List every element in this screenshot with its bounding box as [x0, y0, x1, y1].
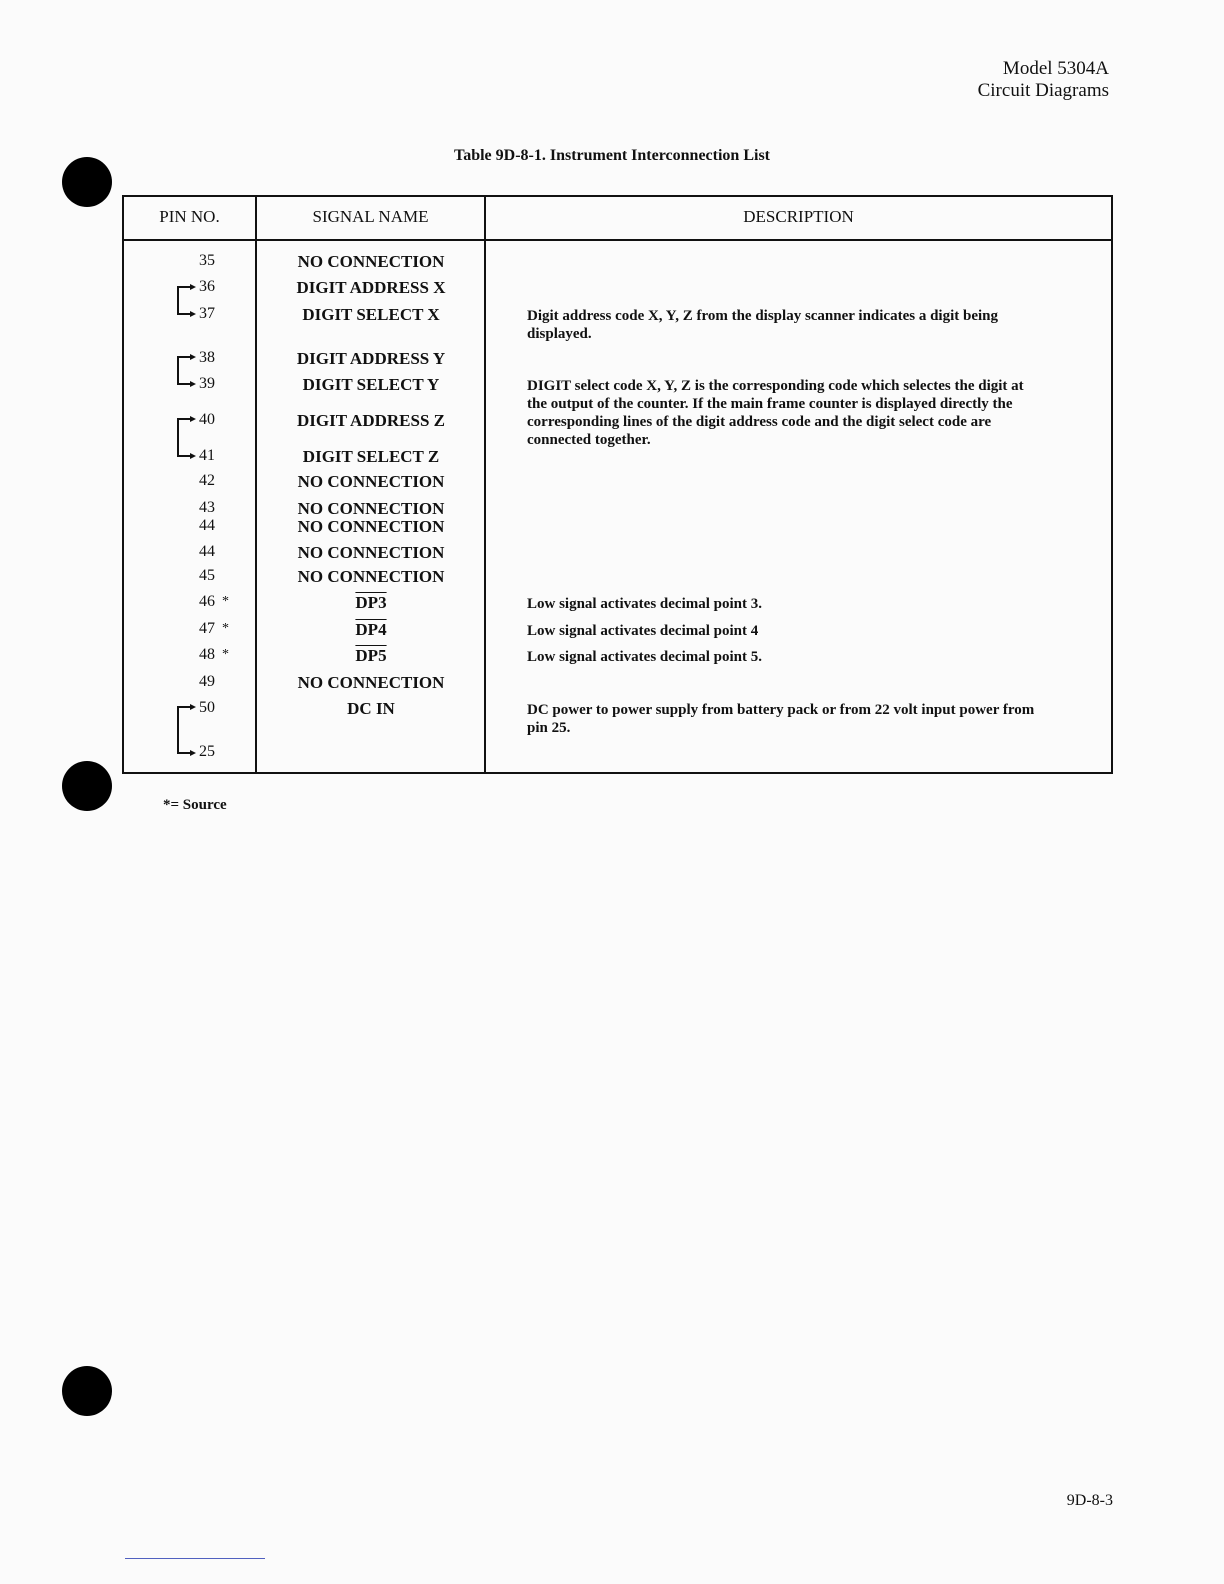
- connection-bracket-36-37: [172, 282, 196, 322]
- source-marker: *: [222, 647, 229, 662]
- description-dp3: Low signal activates decimal point 3.: [527, 596, 762, 612]
- pin-number: 43: [199, 499, 215, 516]
- signal-name: DIGIT ADDRESS Y: [296, 349, 446, 368]
- pin-number: 44: [199, 543, 215, 560]
- signal-label: DP4: [355, 620, 387, 639]
- description-digit-select: DIGIT select code X, Y, Z is the corresponding code which selectes the digit at the output of the counter. If the main frame counter is displayed directly the corresponding lines of the digit address code and the digit select code are connected together.: [527, 378, 1024, 448]
- footnote: *= Source: [163, 797, 227, 813]
- signal-name: DIGIT ADDRESS Z: [296, 411, 446, 430]
- pin-number: 35: [199, 252, 215, 269]
- connection-bracket-38-39: [172, 352, 196, 392]
- description-dc-in: DC power to power supply from battery pack or from 22 volt input power from pin 25.: [527, 702, 1035, 736]
- source-marker: *: [222, 621, 229, 636]
- page-number: 9D-8-3: [1066, 1492, 1113, 1509]
- pin-number: 44: [199, 517, 215, 534]
- signal-name: NO CONNECTION: [297, 499, 445, 518]
- table-title: Table 9D-8-1. Instrument Interconnection List: [453, 147, 770, 164]
- connection-bracket-50-25: [172, 702, 196, 762]
- bottom-rule: [125, 1558, 265, 1559]
- header-divider: [122, 239, 1113, 241]
- pin-number: 41: [199, 447, 215, 464]
- signal-name-dp5: [258, 646, 484, 666]
- col-header-description: DESCRIPTION: [743, 207, 854, 226]
- signal-name: NO CONNECTION: [297, 472, 445, 491]
- signal-name: NO CONNECTION: [297, 567, 445, 586]
- signal-name: DIGIT SELECT Y: [302, 375, 440, 394]
- pin-number: 49: [199, 673, 215, 690]
- pin-number: 50: [199, 699, 215, 716]
- col-header-signal: SIGNAL NAME: [312, 207, 429, 226]
- signal-name: DC IN: [347, 699, 395, 718]
- connection-bracket-40-41: [172, 414, 196, 464]
- header-section: Circuit Diagrams: [977, 80, 1109, 101]
- column-divider-2: [484, 195, 486, 774]
- pin-number: 40: [199, 411, 215, 428]
- pin-number: 38: [199, 349, 215, 366]
- pin-number: 36: [199, 278, 215, 295]
- signal-name: NO CONNECTION: [297, 517, 445, 536]
- signal-label: DP3: [355, 593, 387, 612]
- signal-name: NO CONNECTION: [297, 543, 445, 562]
- pin-number: 47: [199, 620, 215, 637]
- pin-number: 45: [199, 567, 215, 584]
- signal-name-dp3: [258, 593, 484, 613]
- signal-name: DIGIT SELECT X: [302, 305, 440, 324]
- pin-number: 25: [199, 743, 215, 760]
- column-divider-1: [255, 195, 257, 774]
- pin-number: 42: [199, 472, 215, 489]
- signal-name: DIGIT ADDRESS X: [296, 278, 446, 297]
- binder-hole-middle: [62, 761, 112, 811]
- pin-number: 39: [199, 375, 215, 392]
- header-model: Model 5304A: [1002, 58, 1109, 79]
- signal-label: DP5: [355, 646, 387, 665]
- pin-number: 48: [199, 646, 215, 663]
- source-marker: *: [222, 594, 229, 609]
- signal-name: NO CONNECTION: [297, 252, 445, 271]
- signal-name: NO CONNECTION: [297, 673, 445, 692]
- signal-name: DIGIT SELECT Z: [302, 447, 440, 466]
- description-dp4: Low signal activates decimal point 4: [527, 623, 759, 639]
- binder-hole-bottom: [62, 1366, 112, 1416]
- col-header-pin: PIN NO.: [159, 207, 220, 226]
- pin-number: 46: [199, 593, 215, 610]
- signal-name-dp4: [258, 620, 484, 640]
- description-dp5: Low signal activates decimal point 5.: [527, 649, 762, 665]
- pin-number: 37: [199, 305, 215, 322]
- description-digit-address: Digit address code X, Y, Z from the display scanner indicates a digit being displayed.: [527, 308, 999, 342]
